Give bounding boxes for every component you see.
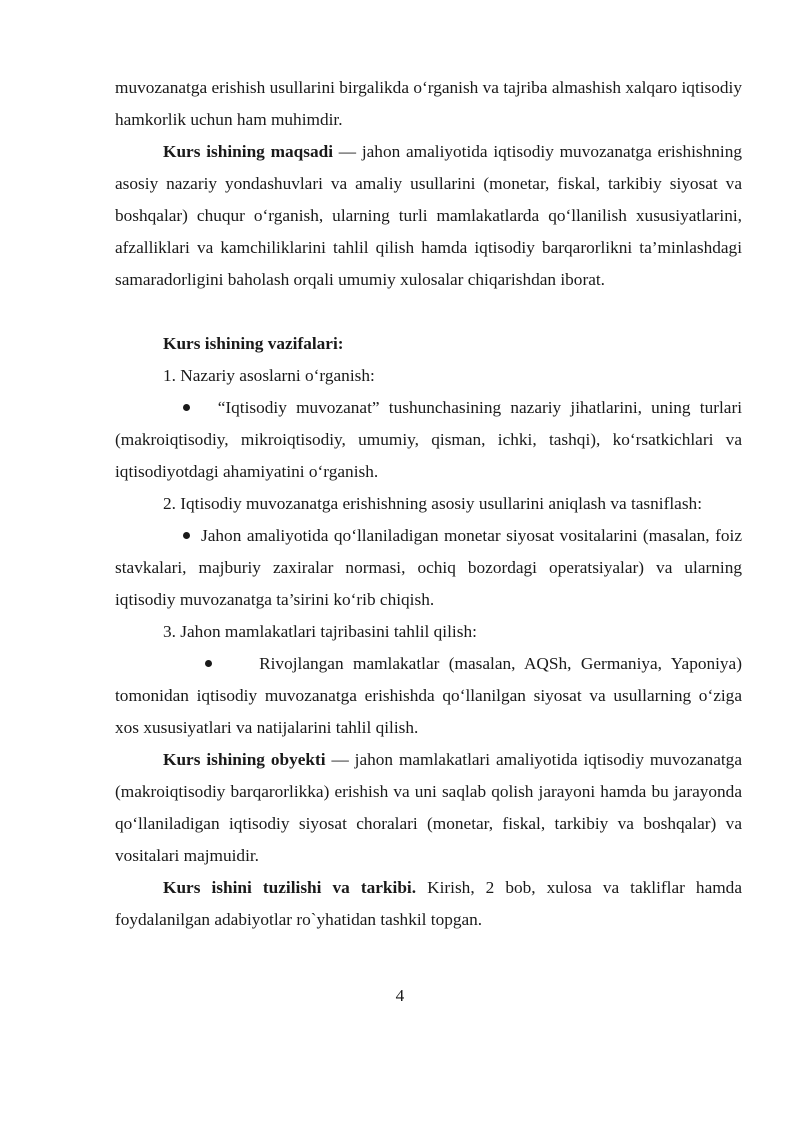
bullet-text: Jahon amaliyotida qo‘llaniladigan monetar siyosat vositalarini (masalan, foiz stavkalari, majburiy zaxiralar normasi, ochiq bozordagi operatsiyalar) va ularning iqtisodiy muvozanatga ta’sirini ko‘rib chiqish. <box>115 526 742 609</box>
bullet-text: “Iqtisodiy muvozanat” tushunchasining nazariy jihatlarini, uning turlari (makroiqtisodiy, mikroiqtisodiy, umumiy, qisman, ichki, tashqi), ko‘rsatkichlari va iqtisodiyotdagi ahamiyatini o‘rganish. <box>115 398 742 481</box>
structure-text: Kirish, 2 bob, xulosa va takliflar hamda foydalanilgan adabiyotlar ro`yhatidan tashkil topgan. <box>115 878 742 929</box>
paragraph-course-goal <box>115 136 742 296</box>
task-3: 3. Jahon mamlakatlari tajribasini tahlil qilish: <box>163 622 477 641</box>
paragraph-intro-continuation <box>115 72 742 136</box>
structure-heading: Kurs ishini tuzilishi va tarkibi. <box>163 878 417 897</box>
paragraph-course-object <box>115 744 742 872</box>
object-heading: Kurs ishining obyekti <box>163 750 326 769</box>
page-number: 4 <box>395 986 405 1005</box>
bullet-icon <box>183 404 190 411</box>
bullet-item-2 <box>115 520 742 616</box>
bullet-item-1 <box>115 392 742 488</box>
bullet-icon <box>183 532 190 539</box>
task-2: 2. Iqtisodiy muvozanatga erishishning asosiy usullarini aniqlash va tasniflash: <box>163 494 702 513</box>
bullet-text: Rivojlangan mamlakatlar (masalan, AQSh, Germaniya, Yaponiya) tomonidan iqtisodiy muvozanatga erishishda qo‘llanilgan siyosat va usullarning o‘ziga xos xususiyatlari va natijalarini tahlil qilish. <box>115 654 742 737</box>
paragraph-text: muvozanatga erishish usullarini birgalikda o‘rganish va tajriba almashish xalqaro iqtisodiy hamkorlik uchun ham muhimdir. <box>115 78 742 129</box>
bullet-item-3 <box>115 648 742 744</box>
object-text: — jahon mamlakatlari amaliyotida iqtisodiy muvozanatga (makroiqtisodiy barqarorlikka) erishish va uni saqlab qolish jarayoni hamda bu jarayonda qo‘llaniladigan iqtisodiy siyosat choralari (monetar, fiskal, tarkibiy va boshqalar) va vositalari majmuidir. <box>115 750 742 865</box>
bullet-icon <box>205 660 212 667</box>
goal-heading: Kurs ishining maqsadi <box>163 142 334 161</box>
task-1: 1. Nazariy asoslarni o‘rganish: <box>163 366 375 385</box>
tasks-heading: Kurs ishining vazifalari: <box>163 334 344 353</box>
goal-text: — jahon amaliyotida iqtisodiy muvozanatga erishishning asosiy nazariy yondashuvlari va amaliy usullarini (monetar, fiskal, tarkibiy siyosat va boshqalar) chuqur o‘rganish, ularning turli mamlakatlarda qo‘llanilish xususiyatlarini, afzalliklari va kamchiliklarini tahlil qilish hamda iqtisodiy barqarorlikni ta’minlashdagi samaradorligini baholash orqali umumiy xulosalar chiqarishdan iborat. <box>115 142 742 289</box>
paragraph-course-structure <box>115 872 742 936</box>
